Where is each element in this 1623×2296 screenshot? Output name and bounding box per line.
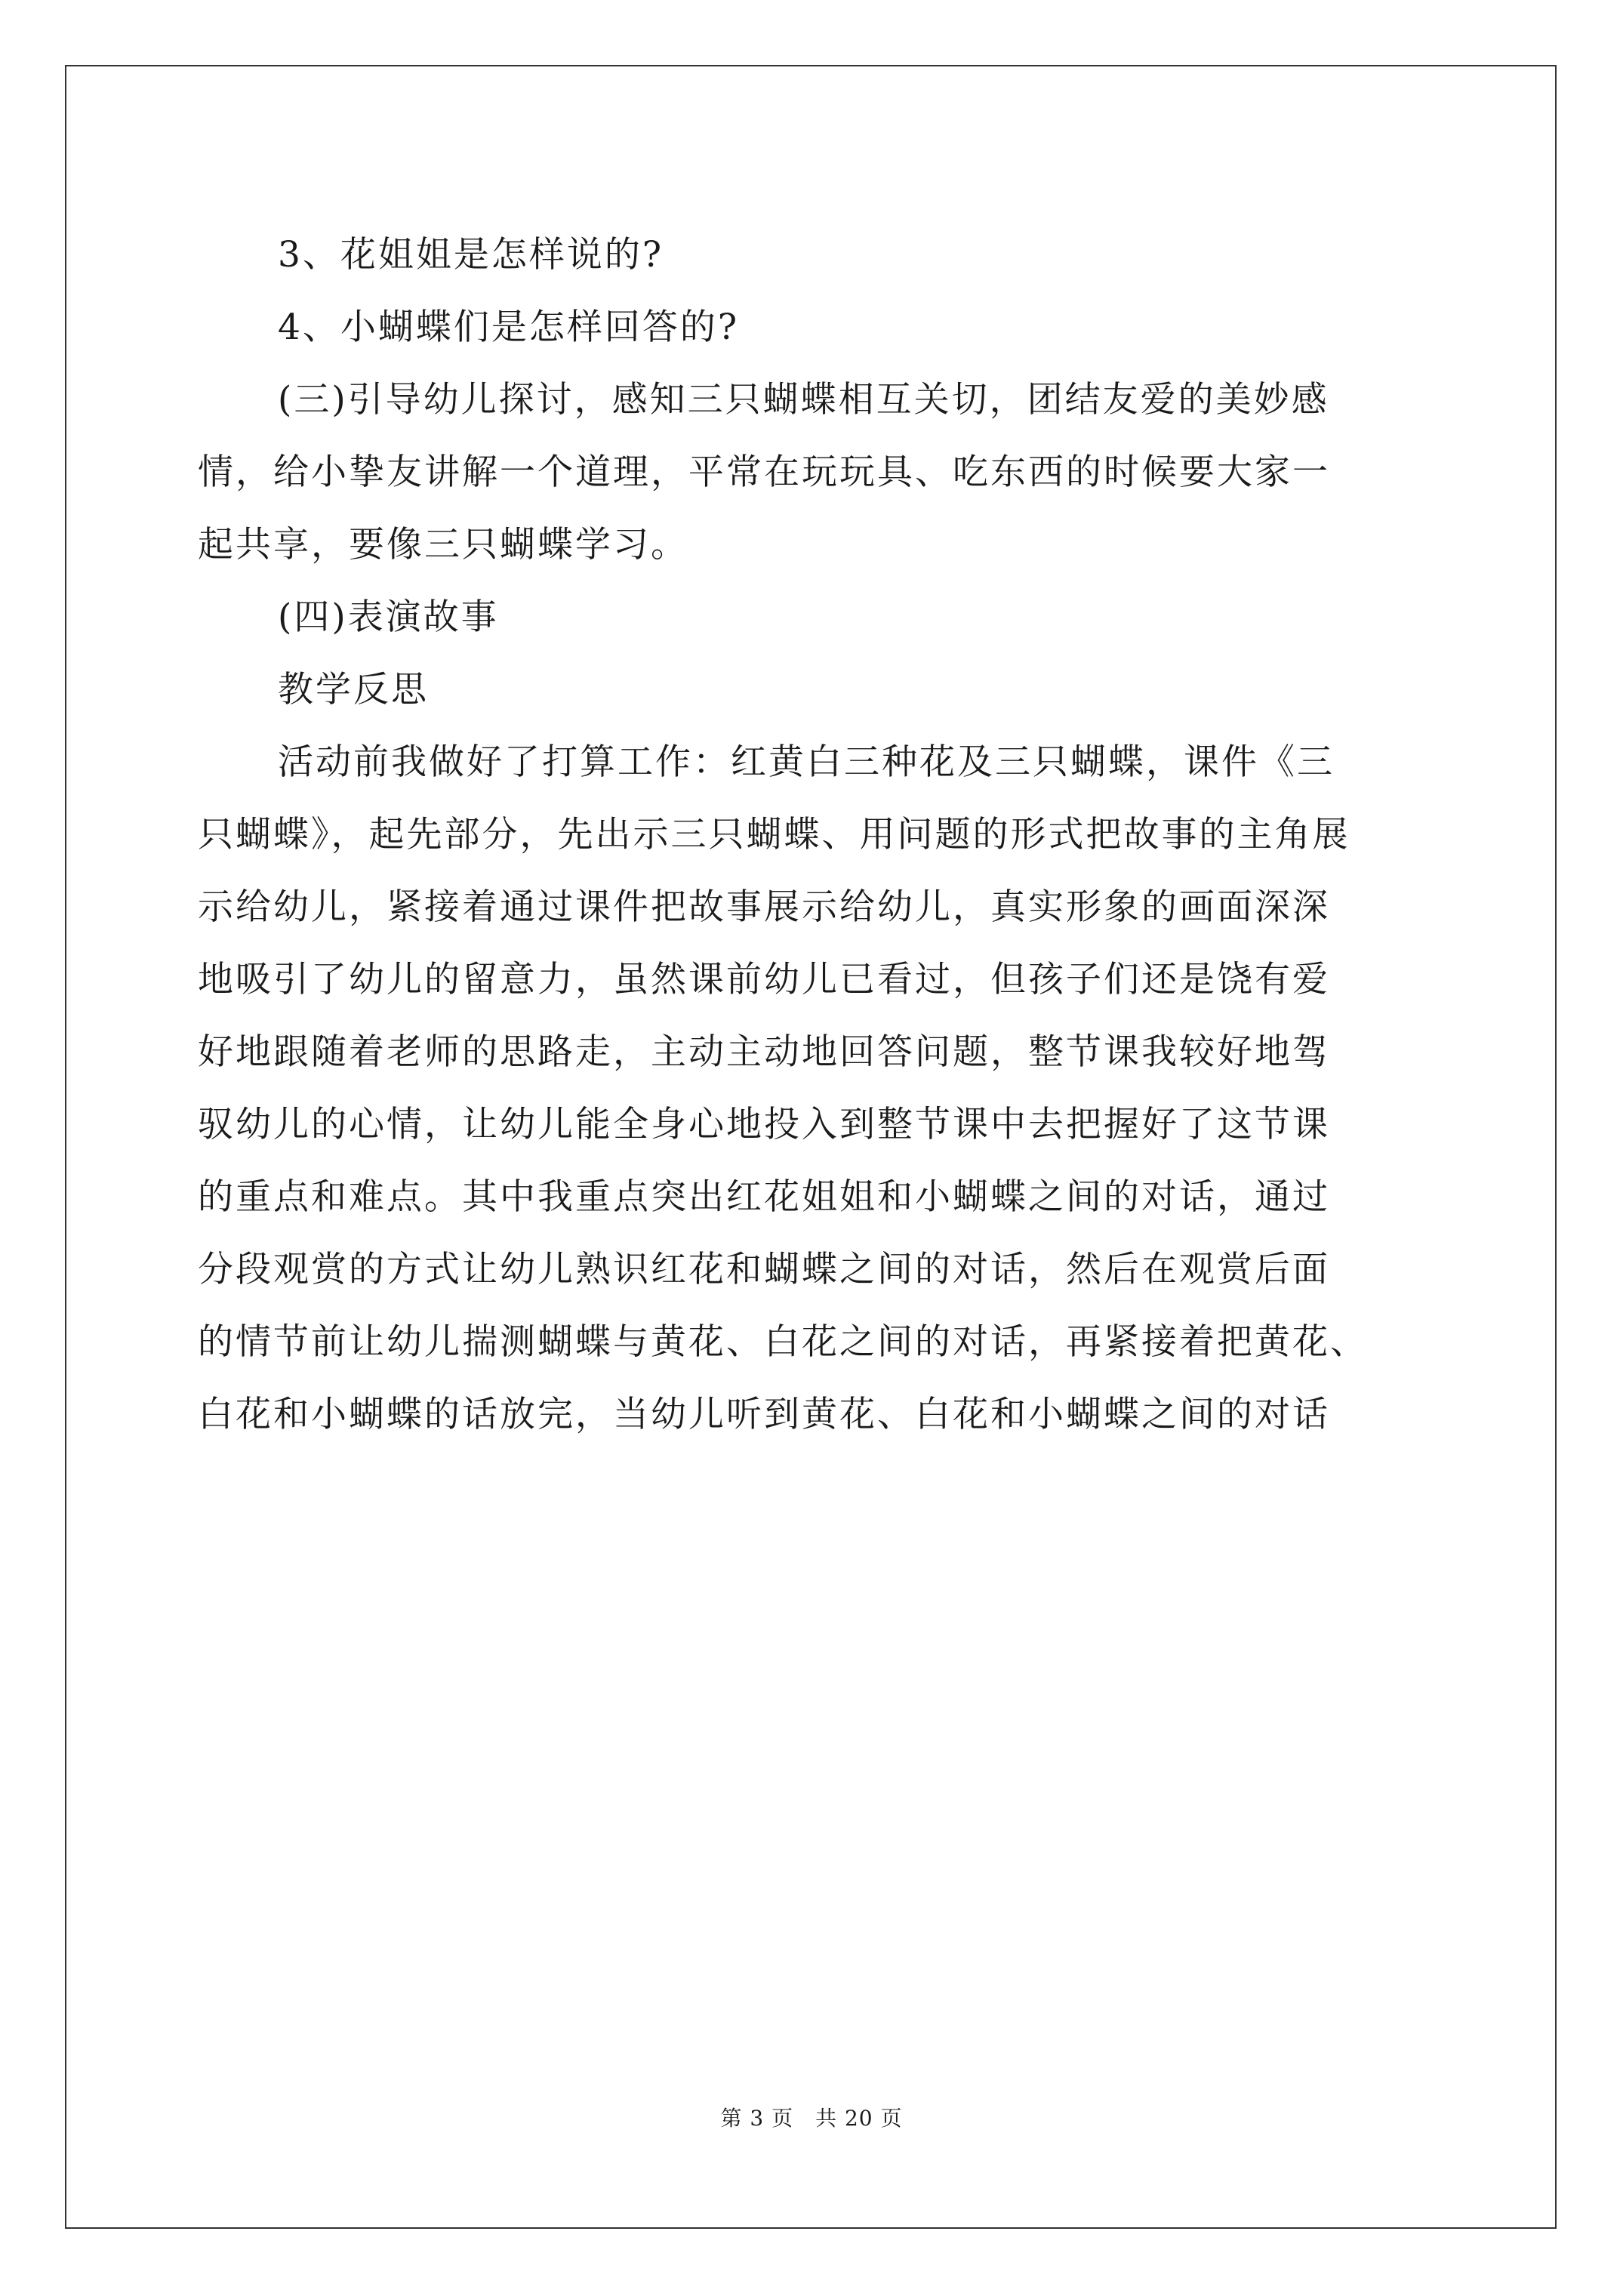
text-line: 示给幼儿，紧接着通过课件把故事展示给幼儿，真实形象的画面深深 xyxy=(198,886,1330,928)
text-line: 好地跟随着老师的思路走，主动主动地回答问题，整节课我较好地驾 xyxy=(198,1031,1330,1073)
page-number-footer: 第 3 页 共 20 页 xyxy=(720,2106,903,2131)
text-line: 起共享，要像三只蝴蝶学习。 xyxy=(198,524,688,566)
text-line: 分段观赏的方式让幼儿熟识红花和蝴蝶之间的对话，然后在观赏后面 xyxy=(198,1249,1330,1290)
section-heading: (四)表演故事 xyxy=(278,596,499,638)
text-line: 白花和小蝴蝶的话放完，当幼儿听到黄花、白花和小蝴蝶之间的对话 xyxy=(198,1394,1330,1435)
section-heading: 教学反思 xyxy=(278,669,429,710)
text-line: 的重点和难点。其中我重点突出红花姐姐和小蝴蝶之间的对话，通过 xyxy=(198,1176,1330,1218)
text-line: 只蝴蝶》，起先部分，先出示三只蝴蝶、用问题的形式把故事的主角展 xyxy=(198,814,1350,855)
text-line: (三)引导幼儿探讨，感知三只蝴蝶相互关切，团结友爱的美妙感 xyxy=(278,379,1329,421)
text-line: 的情节前让幼儿揣测蝴蝶与黄花、白花之间的对话，再紧接着把黄花、 xyxy=(198,1321,1368,1363)
text-line: 活动前我做好了打算工作：红黄白三种花及三只蝴蝶，课件《三 xyxy=(278,741,1335,783)
text-line: 驭幼儿的心情，让幼儿能全身心地投入到整节课中去把握好了这节课 xyxy=(198,1104,1330,1145)
text-line: 3、花姐姐是怎样说的? xyxy=(278,234,664,276)
document-body xyxy=(198,219,1428,1451)
text-line: 4、小蝴蝶们是怎样回答的? xyxy=(278,307,740,348)
text-line: 情，给小挚友讲解一个道理，平常在玩玩具、吃东西的时候要大家一 xyxy=(198,451,1330,493)
text-line: 地吸引了幼儿的留意力，虽然课前幼儿已看过，但孩子们还是饶有爱 xyxy=(198,959,1330,1000)
